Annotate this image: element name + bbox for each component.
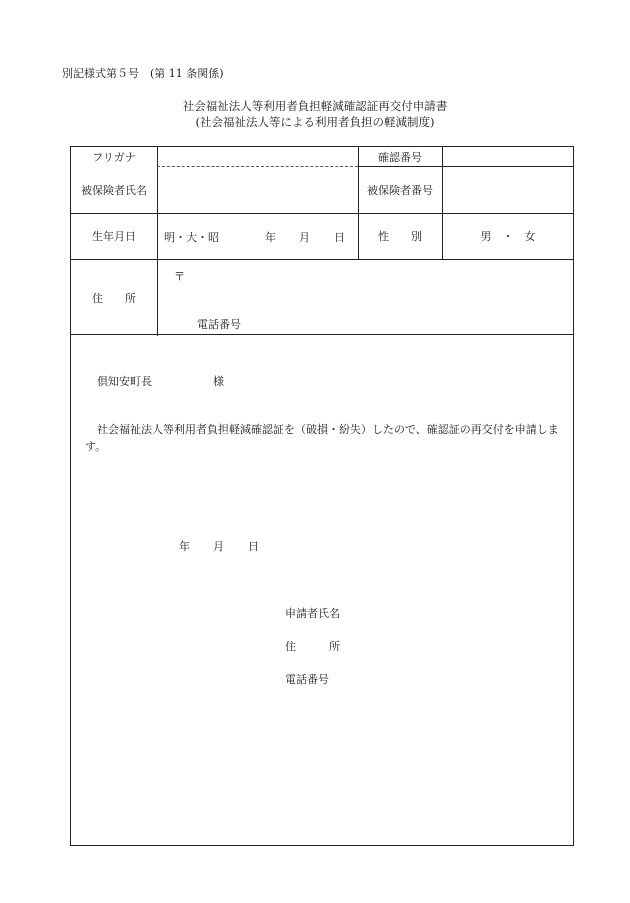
dob-field[interactable] xyxy=(157,213,358,259)
title-subtitle: (社会福祉法人等による利用者負担の軽減制度) xyxy=(195,115,435,129)
insured-number-label: 被保険者番号 xyxy=(367,183,433,197)
sex-options[interactable]: 男 ・ 女 xyxy=(480,230,536,243)
application-date-year: 年 xyxy=(179,540,190,553)
honorific: 様 xyxy=(213,375,224,388)
application-body xyxy=(70,335,574,846)
applicant-info-table xyxy=(70,146,574,335)
applicant-name-label: 申請者氏名 xyxy=(285,607,340,620)
document-title xyxy=(0,98,630,130)
insured-number-field[interactable] xyxy=(442,166,574,213)
title-main: 社会福祉法人等利用者負担軽減確認証再交付申請書 xyxy=(182,99,448,113)
applicant-address-label: 住 所 xyxy=(285,640,340,653)
insured-name-label: 被保険者氏名 xyxy=(81,183,147,197)
dob-year: 年 xyxy=(265,231,276,244)
application-statement: 社会福祉法人等利用者負担軽減確認証を（破損・紛失）したので、確認証の再交付を申請します。 xyxy=(85,423,559,453)
era-options: 明・大・昭 xyxy=(164,231,219,244)
addressee: 倶知安町長 xyxy=(97,375,152,388)
address-label: 住 所 xyxy=(92,291,136,305)
dob-label: 生年月日 xyxy=(92,230,136,243)
applicant-phone-label: 電話番号 xyxy=(285,673,329,686)
confirmation-number-field[interactable] xyxy=(442,147,574,166)
sex-label: 性 別 xyxy=(378,230,422,243)
confirmation-number-label: 確認番号 xyxy=(378,150,422,164)
application-date-day: 日 xyxy=(248,540,259,553)
dob-month: 月 xyxy=(299,231,310,244)
form-reference: 別記様式第５号 (第 11 条関係) xyxy=(62,67,224,80)
insured-name-field[interactable] xyxy=(157,166,358,213)
postal-mark: 〒 xyxy=(174,270,185,283)
phone-label: 電話番号 xyxy=(197,318,241,331)
application-date-month: 月 xyxy=(213,540,224,553)
furigana-label: フリガナ xyxy=(92,150,136,164)
address-field[interactable] xyxy=(157,259,574,335)
furigana-field[interactable] xyxy=(157,147,358,166)
dob-day: 日 xyxy=(334,231,345,244)
